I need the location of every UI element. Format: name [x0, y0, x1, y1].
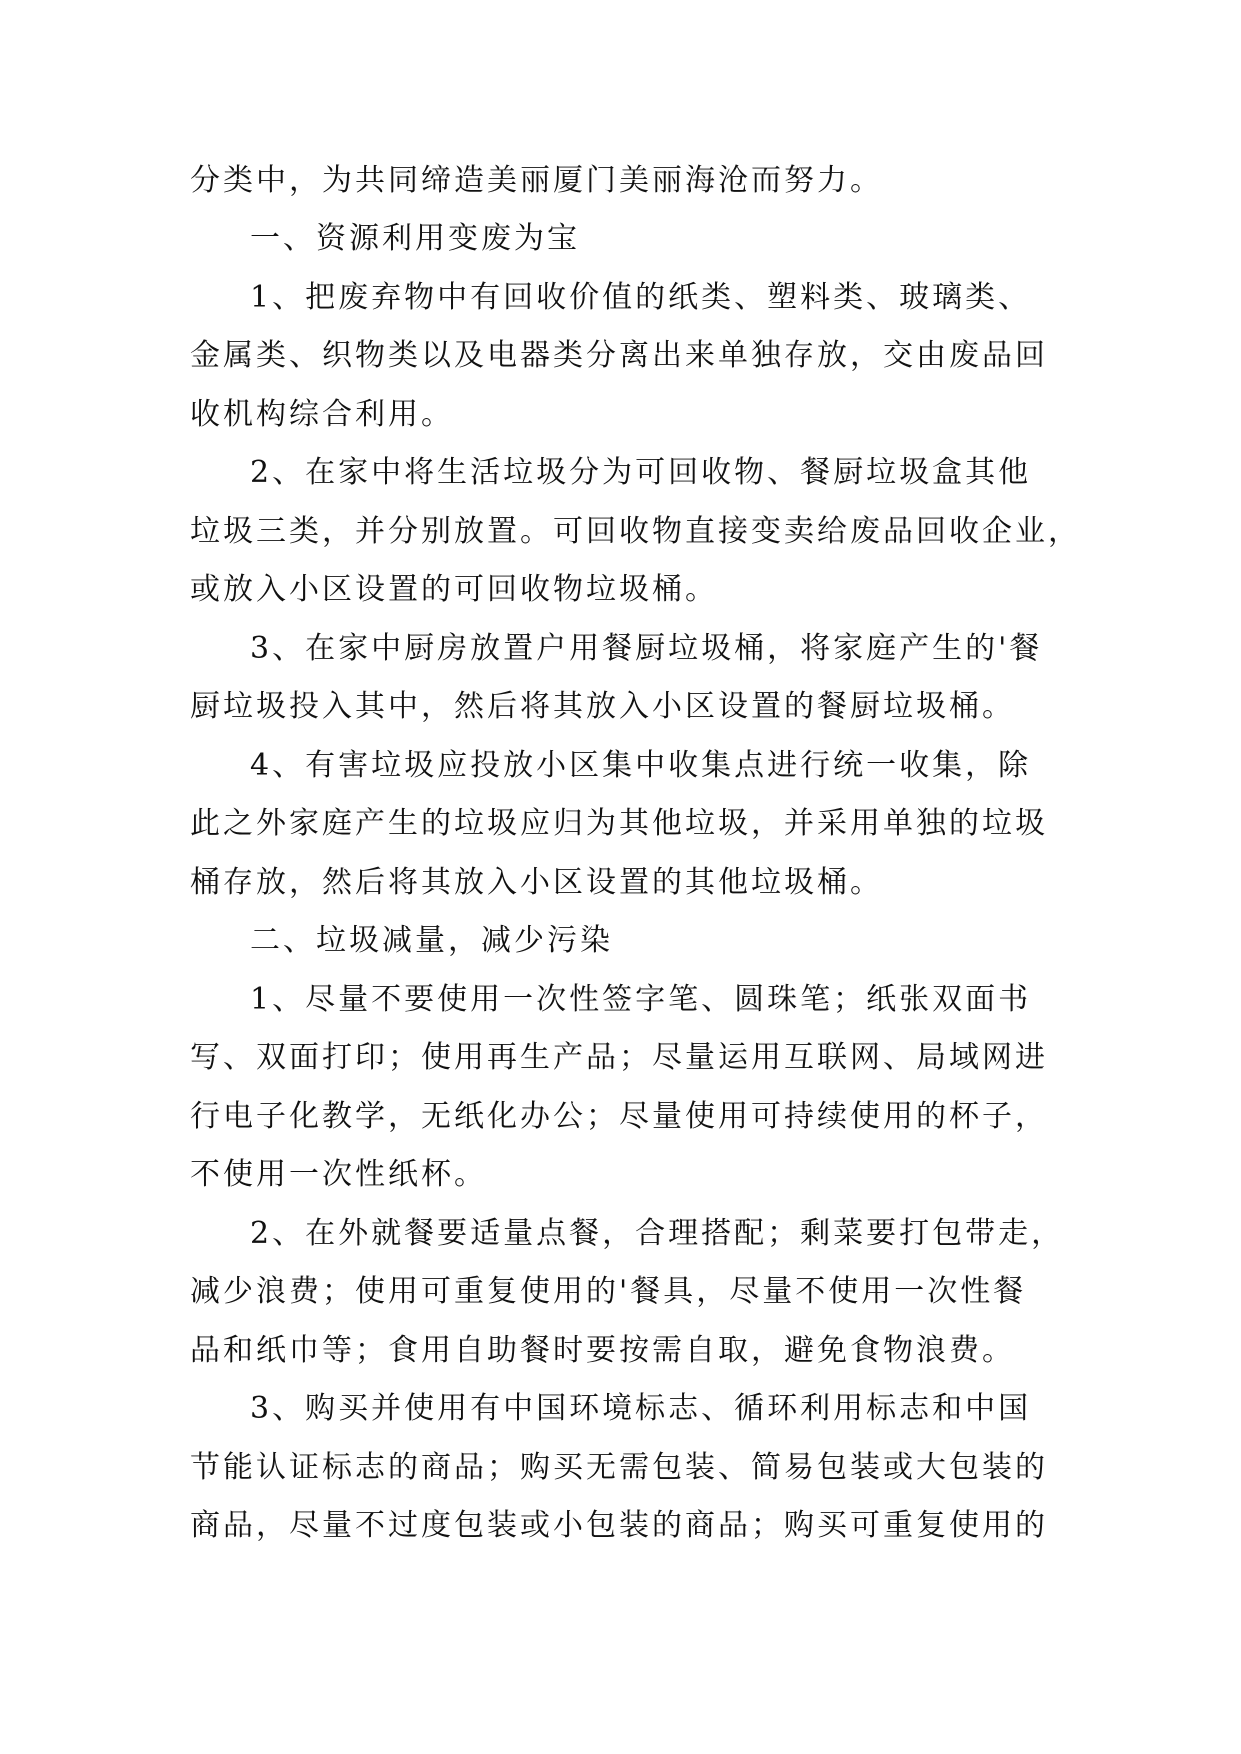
text-line: 4、有害垃圾应投放小区集中收集点进行统一收集，除	[250, 748, 1032, 783]
text-line: 厨垃圾投入其中，然后将其放入小区设置的餐厨垃圾桶。	[190, 689, 1015, 724]
text-line: 垃圾三类，并分别放置。可回收物直接变卖给废品回收企业，	[190, 514, 1081, 549]
text-line: 商品，尽量不过度包装或小包装的商品；购买可重复使用的	[190, 1508, 1048, 1543]
text-line: 减少浪费；使用可重复使用的'餐具，尽量不使用一次性餐	[190, 1274, 1027, 1309]
text-line: 收机构综合利用。	[190, 397, 454, 432]
text-line: 3、购买并使用有中国环境标志、循环利用标志和中国	[250, 1391, 1032, 1426]
section-heading: 二、垃圾减量，减少污染	[250, 923, 613, 958]
text-line: 写、双面打印；使用再生产品；尽量运用互联网、局域网进	[190, 1040, 1048, 1075]
text-line: 此之外家庭产生的垃圾应归为其他垃圾，并采用单独的垃圾	[190, 806, 1048, 841]
text-line: 金属类、织物类以及电器类分离出来单独存放，交由废品回	[190, 338, 1048, 373]
text-line: 分类中，为共同缔造美丽厦门美丽海沧而努力。	[190, 163, 883, 198]
text-line: 节能认证标志的商品；购买无需包装、简易包装或大包装的	[190, 1450, 1048, 1485]
text-line: 或放入小区设置的可回收物垃圾桶。	[190, 572, 718, 607]
text-line: 2、在外就餐要适量点餐，合理搭配；剩菜要打包带走，	[250, 1216, 1065, 1251]
text-line: 1、尽量不要使用一次性签字笔、圆珠笔；纸张双面书	[250, 982, 1032, 1017]
text-line: 品和纸巾等；食用自助餐时要按需自取，避免食物浪费。	[190, 1333, 1015, 1368]
text-line: 3、在家中厨房放置户用餐厨垃圾桶，将家庭产生的'餐	[250, 631, 1043, 666]
text-line: 桶存放，然后将其放入小区设置的其他垃圾桶。	[190, 865, 883, 900]
text-line: 不使用一次性纸杯。	[190, 1157, 487, 1192]
text-line: 1、把废弃物中有回收价值的纸类、塑料类、玻璃类、	[250, 280, 1032, 315]
text-line: 2、在家中将生活垃圾分为可回收物、餐厨垃圾盒其他	[250, 455, 1032, 490]
section-heading: 一、资源利用变废为宝	[250, 221, 580, 256]
text-line: 行电子化教学，无纸化办公；尽量使用可持续使用的杯子，	[190, 1099, 1048, 1134]
